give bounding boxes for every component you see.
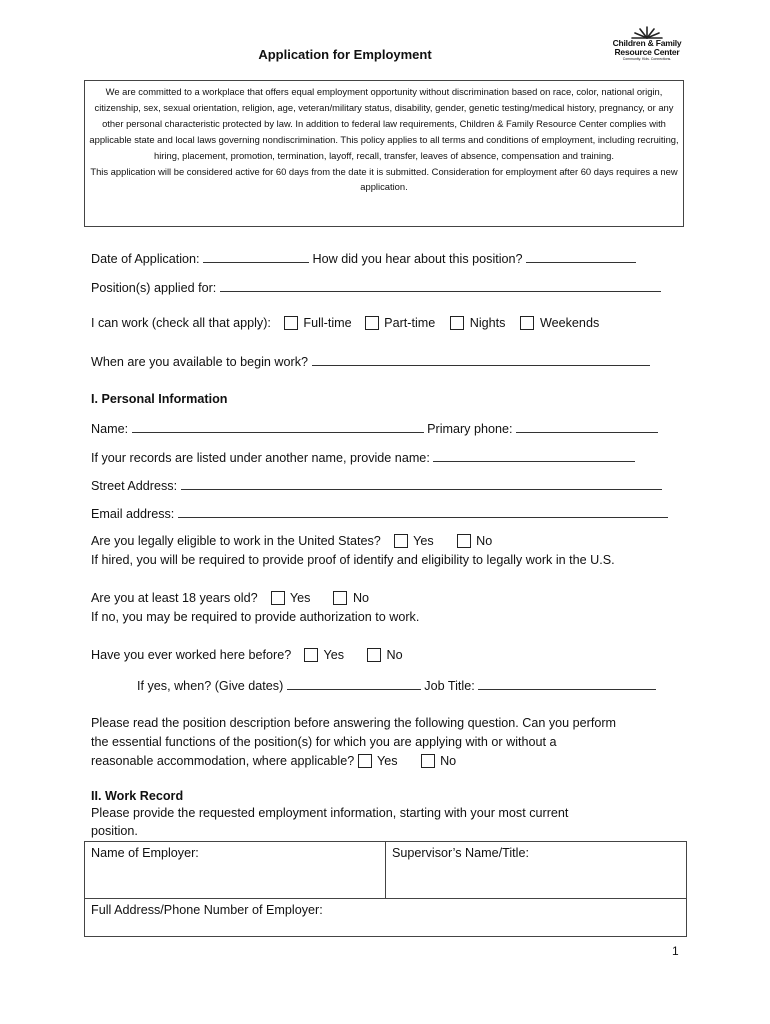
worked-no-label: No [386, 648, 403, 662]
positions-field[interactable] [220, 280, 661, 292]
available-field[interactable] [312, 354, 650, 366]
when-field[interactable] [287, 678, 421, 690]
section-work-record: II. Work Record [91, 789, 184, 803]
phone-field[interactable] [516, 421, 658, 433]
work-record-table [84, 841, 687, 937]
email-field[interactable] [178, 506, 668, 518]
full-time-label: Full-time [303, 316, 352, 330]
part-time-checkbox[interactable] [365, 316, 379, 330]
age-yes-checkbox[interactable] [271, 591, 285, 605]
section-personal-information: I. Personal Information [91, 392, 228, 406]
supervisor-cell[interactable] [386, 842, 686, 899]
job-title-field[interactable] [478, 678, 656, 690]
email-row [91, 506, 668, 521]
essential-functions-row [91, 754, 456, 768]
phone-label: Primary phone: [427, 422, 513, 436]
age-row [91, 591, 369, 605]
nights-checkbox[interactable] [450, 316, 464, 330]
eligible-no-checkbox[interactable] [457, 534, 471, 548]
date-field[interactable] [203, 251, 309, 263]
validity-notice-paragraph: This application will be considered active for 60 days from the date it is submitted. Consideration for employment after 60 days requires a new application. [90, 165, 678, 193]
other-name-field[interactable] [433, 450, 635, 462]
prior-employment-row [137, 678, 656, 693]
employer-address-label: Full Address/Phone Number of Employer: [91, 903, 323, 917]
street-row [91, 478, 662, 493]
essential-functions-line-3: reasonable accommodation, where applicable? [91, 754, 355, 768]
worked-before-row [91, 648, 403, 662]
eligibility-row [91, 534, 492, 548]
essential-functions-line-1: Please read the position description before answering the following question. Can you perform [91, 716, 617, 730]
availability-type-row [91, 316, 599, 330]
can-work-label: I can work (check all that apply): [91, 316, 271, 330]
street-field[interactable] [181, 478, 662, 490]
essential-functions-line-2: the essential functions of the position(s) for which you are applying with or without a [91, 735, 557, 749]
other-name-row [91, 450, 635, 465]
available-label: When are you available to begin work? [91, 355, 309, 369]
street-label: Street Address: [91, 479, 178, 493]
age-question: Are you at least 18 years old? [91, 591, 258, 605]
eligible-question: Are you legally eligible to work in the United States? [91, 534, 381, 548]
email-label: Email address: [91, 507, 175, 521]
age-no-label: No [352, 591, 370, 605]
page-title: Application for Employment [258, 47, 432, 62]
essential-no-label: No [440, 754, 457, 768]
other-name-label: If your records are listed under another name, provide name: [91, 451, 430, 465]
sun-rays-icon [627, 25, 667, 39]
supervisor-label: Supervisor’s Name/Title: [392, 846, 529, 860]
age-note: If no, you may be required to provide authorization to work. [91, 610, 420, 624]
eligible-yes-label: Yes [413, 534, 434, 548]
page-number: 1 [672, 944, 679, 958]
full-time-checkbox[interactable] [284, 316, 298, 330]
date-and-source-row [91, 251, 636, 266]
employer-address-cell[interactable] [85, 899, 686, 936]
positions-row [91, 280, 661, 295]
work-record-intro-line-2: position. [91, 824, 138, 838]
employer-name-cell[interactable] [85, 842, 386, 899]
positions-label: Position(s) applied for: [91, 281, 217, 295]
part-time-label: Part-time [384, 316, 436, 330]
start-date-row [91, 354, 650, 369]
work-record-intro-line-1: Please provide the requested employment information, starting with your most current [91, 806, 569, 820]
employer-name-label: Name of Employer: [91, 846, 199, 860]
hear-about-label: How did you hear about this position? [312, 252, 523, 266]
weekends-checkbox[interactable] [520, 316, 534, 330]
eligible-no-label: No [476, 534, 493, 548]
eligible-note: If hired, you will be required to provide proof of identify and eligibility to legally work in the U.S. [91, 553, 615, 567]
logo-line-1: Children & Family [612, 38, 682, 48]
name-field[interactable] [132, 421, 424, 433]
logo-tagline: Community. Kids. Connections. [622, 57, 672, 61]
eligible-yes-checkbox[interactable] [394, 534, 408, 548]
name-label: Name: [91, 422, 129, 436]
essential-yes-label: Yes [377, 754, 398, 768]
logo-line-2: Resource Center [614, 47, 680, 57]
worked-yes-label: Yes [323, 648, 345, 662]
eeo-notice-paragraph: We are committed to a workplace that offers equal employment opportunity without discrimination based on race, color, national origin, citizenship, sex, sexual orientation, religion, age, veteran/military status, disability, gender, genetic testing/medical history, pregnancy, or any other personal characteristic protected by law. In addition to federal law requirements, Children & Family Resource Center complies with applicable state and local laws governing nondiscrimination. This policy applies to all terms and conditions of employment, including recruiting, hiring, placement, promotion, termination, layoff, recall, transfer, leaves of absence, compensation and training. [89, 86, 679, 161]
when-label: If yes, when? (Give dates) [137, 679, 284, 693]
worked-yes-checkbox[interactable] [304, 648, 318, 662]
worked-no-checkbox[interactable] [367, 648, 381, 662]
hear-about-field[interactable] [526, 251, 636, 263]
worked-question: Have you ever worked here before? [91, 648, 292, 662]
eeo-notice [84, 80, 684, 227]
name-phone-row [91, 421, 658, 436]
date-label: Date of Application: [91, 252, 200, 266]
age-no-checkbox[interactable] [333, 591, 347, 605]
job-title-label: Job Title: [424, 679, 475, 693]
weekends-label: Weekends [539, 316, 600, 330]
essential-no-checkbox[interactable] [421, 754, 435, 768]
age-yes-label: Yes [289, 591, 311, 605]
nights-label: Nights [469, 316, 506, 330]
essential-yes-checkbox[interactable] [358, 754, 372, 768]
organization-logo [604, 25, 690, 75]
